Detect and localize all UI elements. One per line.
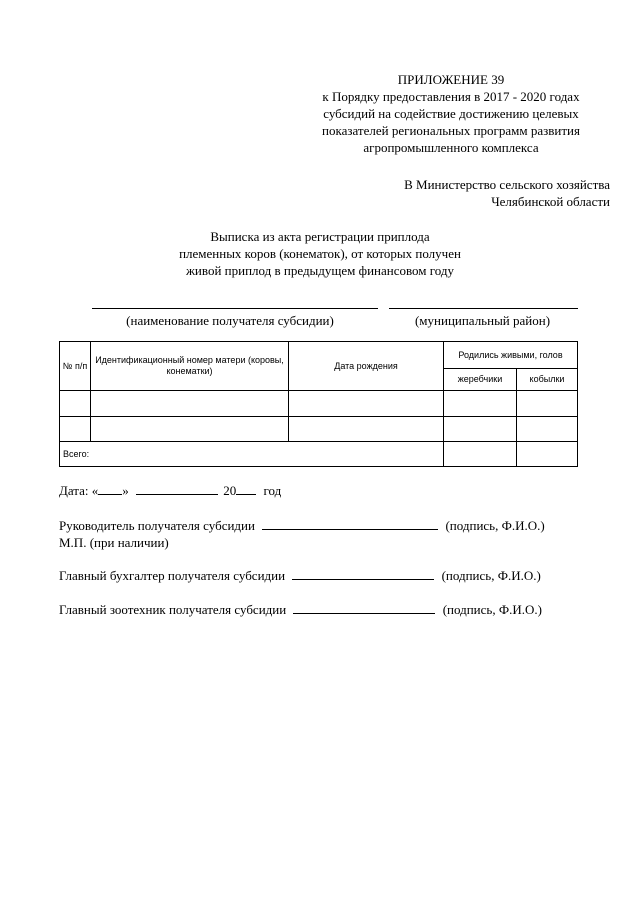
- table-cell[interactable]: [60, 417, 91, 442]
- registration-table: [59, 341, 578, 467]
- table-cell[interactable]: [517, 417, 578, 442]
- total-fillies-cell[interactable]: [517, 442, 578, 467]
- appendix-number: ПРИЛОЖЕНИЕ 39: [397, 72, 505, 87]
- head-signature-field[interactable]: [262, 517, 438, 530]
- zootechnician-hint: (подпись, Ф.И.О.): [442, 602, 542, 617]
- table-cell[interactable]: [91, 417, 289, 442]
- table-total-row: [60, 442, 578, 467]
- header-birth-date: Дата рождения: [289, 342, 444, 391]
- header-no: № п/п: [60, 342, 91, 391]
- appendix-line: к Порядку предоставления в 2017 - 2020 годах: [322, 89, 580, 104]
- header-born-alive: Родились живыми, голов: [444, 342, 578, 369]
- recipient-name-caption: (наименование получателя субсидии): [126, 313, 334, 328]
- year-field[interactable]: [236, 482, 256, 495]
- addressee-line: Челябинской области: [491, 194, 610, 209]
- appendix-line: субсидий на содействие достижению целевых: [323, 106, 579, 121]
- title-line: живой приплод в предыдущем финансовом году: [185, 263, 455, 278]
- addressee: [270, 176, 610, 210]
- header-colts: жеребчики: [444, 369, 517, 391]
- table-cell[interactable]: [60, 391, 91, 417]
- district-field[interactable]: [389, 308, 578, 309]
- table-cell[interactable]: [289, 417, 444, 442]
- accountant-signature-field[interactable]: [292, 567, 434, 580]
- date-year-word: год: [263, 483, 282, 498]
- zootechnician-label: Главный зоотехник получателя субсидии: [59, 602, 287, 617]
- table-cell[interactable]: [289, 391, 444, 417]
- table-row: [60, 391, 578, 417]
- header-fillies: кобылки: [517, 369, 578, 391]
- district-caption: (муниципальный район): [414, 313, 551, 328]
- table-cell[interactable]: [444, 417, 517, 442]
- head-hint: (подпись, Ф.И.О.): [445, 518, 545, 533]
- table-cell[interactable]: [517, 391, 578, 417]
- addressee-line: В Министерство сельского хозяйства: [404, 177, 610, 192]
- document-title: [140, 228, 500, 279]
- table-row: [60, 417, 578, 442]
- accountant-signature-line: [59, 567, 541, 584]
- appendix-header: [290, 71, 612, 156]
- header-mother-id: Идентификационный номер матери (коровы, конематки): [91, 342, 289, 391]
- total-label: Всего:: [60, 442, 444, 467]
- table-cell[interactable]: [444, 391, 517, 417]
- stamp-note: М.П. (при наличии): [59, 535, 169, 550]
- date-close-quote: »: [122, 483, 129, 498]
- accountant-hint: (подпись, Ф.И.О.): [441, 568, 541, 583]
- appendix-line: агропромышленного комплекса: [363, 140, 539, 155]
- total-colts-cell[interactable]: [444, 442, 517, 467]
- title-line: Выписка из акта регистрации приплода: [210, 229, 430, 244]
- day-field[interactable]: [98, 482, 122, 495]
- zootechnician-signature-line: [59, 601, 542, 618]
- month-field[interactable]: [136, 482, 218, 495]
- recipient-name-field[interactable]: [92, 308, 378, 309]
- head-label: Руководитель получателя субсидии: [59, 518, 255, 533]
- zootechnician-signature-field[interactable]: [293, 601, 435, 614]
- date-line: [59, 482, 281, 499]
- head-signature-line: [59, 517, 545, 534]
- title-line: племенных коров (конематок), от которых получен: [179, 246, 461, 261]
- appendix-line: показателей региональных программ развития: [322, 123, 580, 138]
- date-label: Дата: «: [59, 483, 99, 498]
- date-century: 20: [223, 483, 237, 498]
- accountant-label: Главный бухгалтер получателя субсидии: [59, 568, 286, 583]
- table-cell[interactable]: [91, 391, 289, 417]
